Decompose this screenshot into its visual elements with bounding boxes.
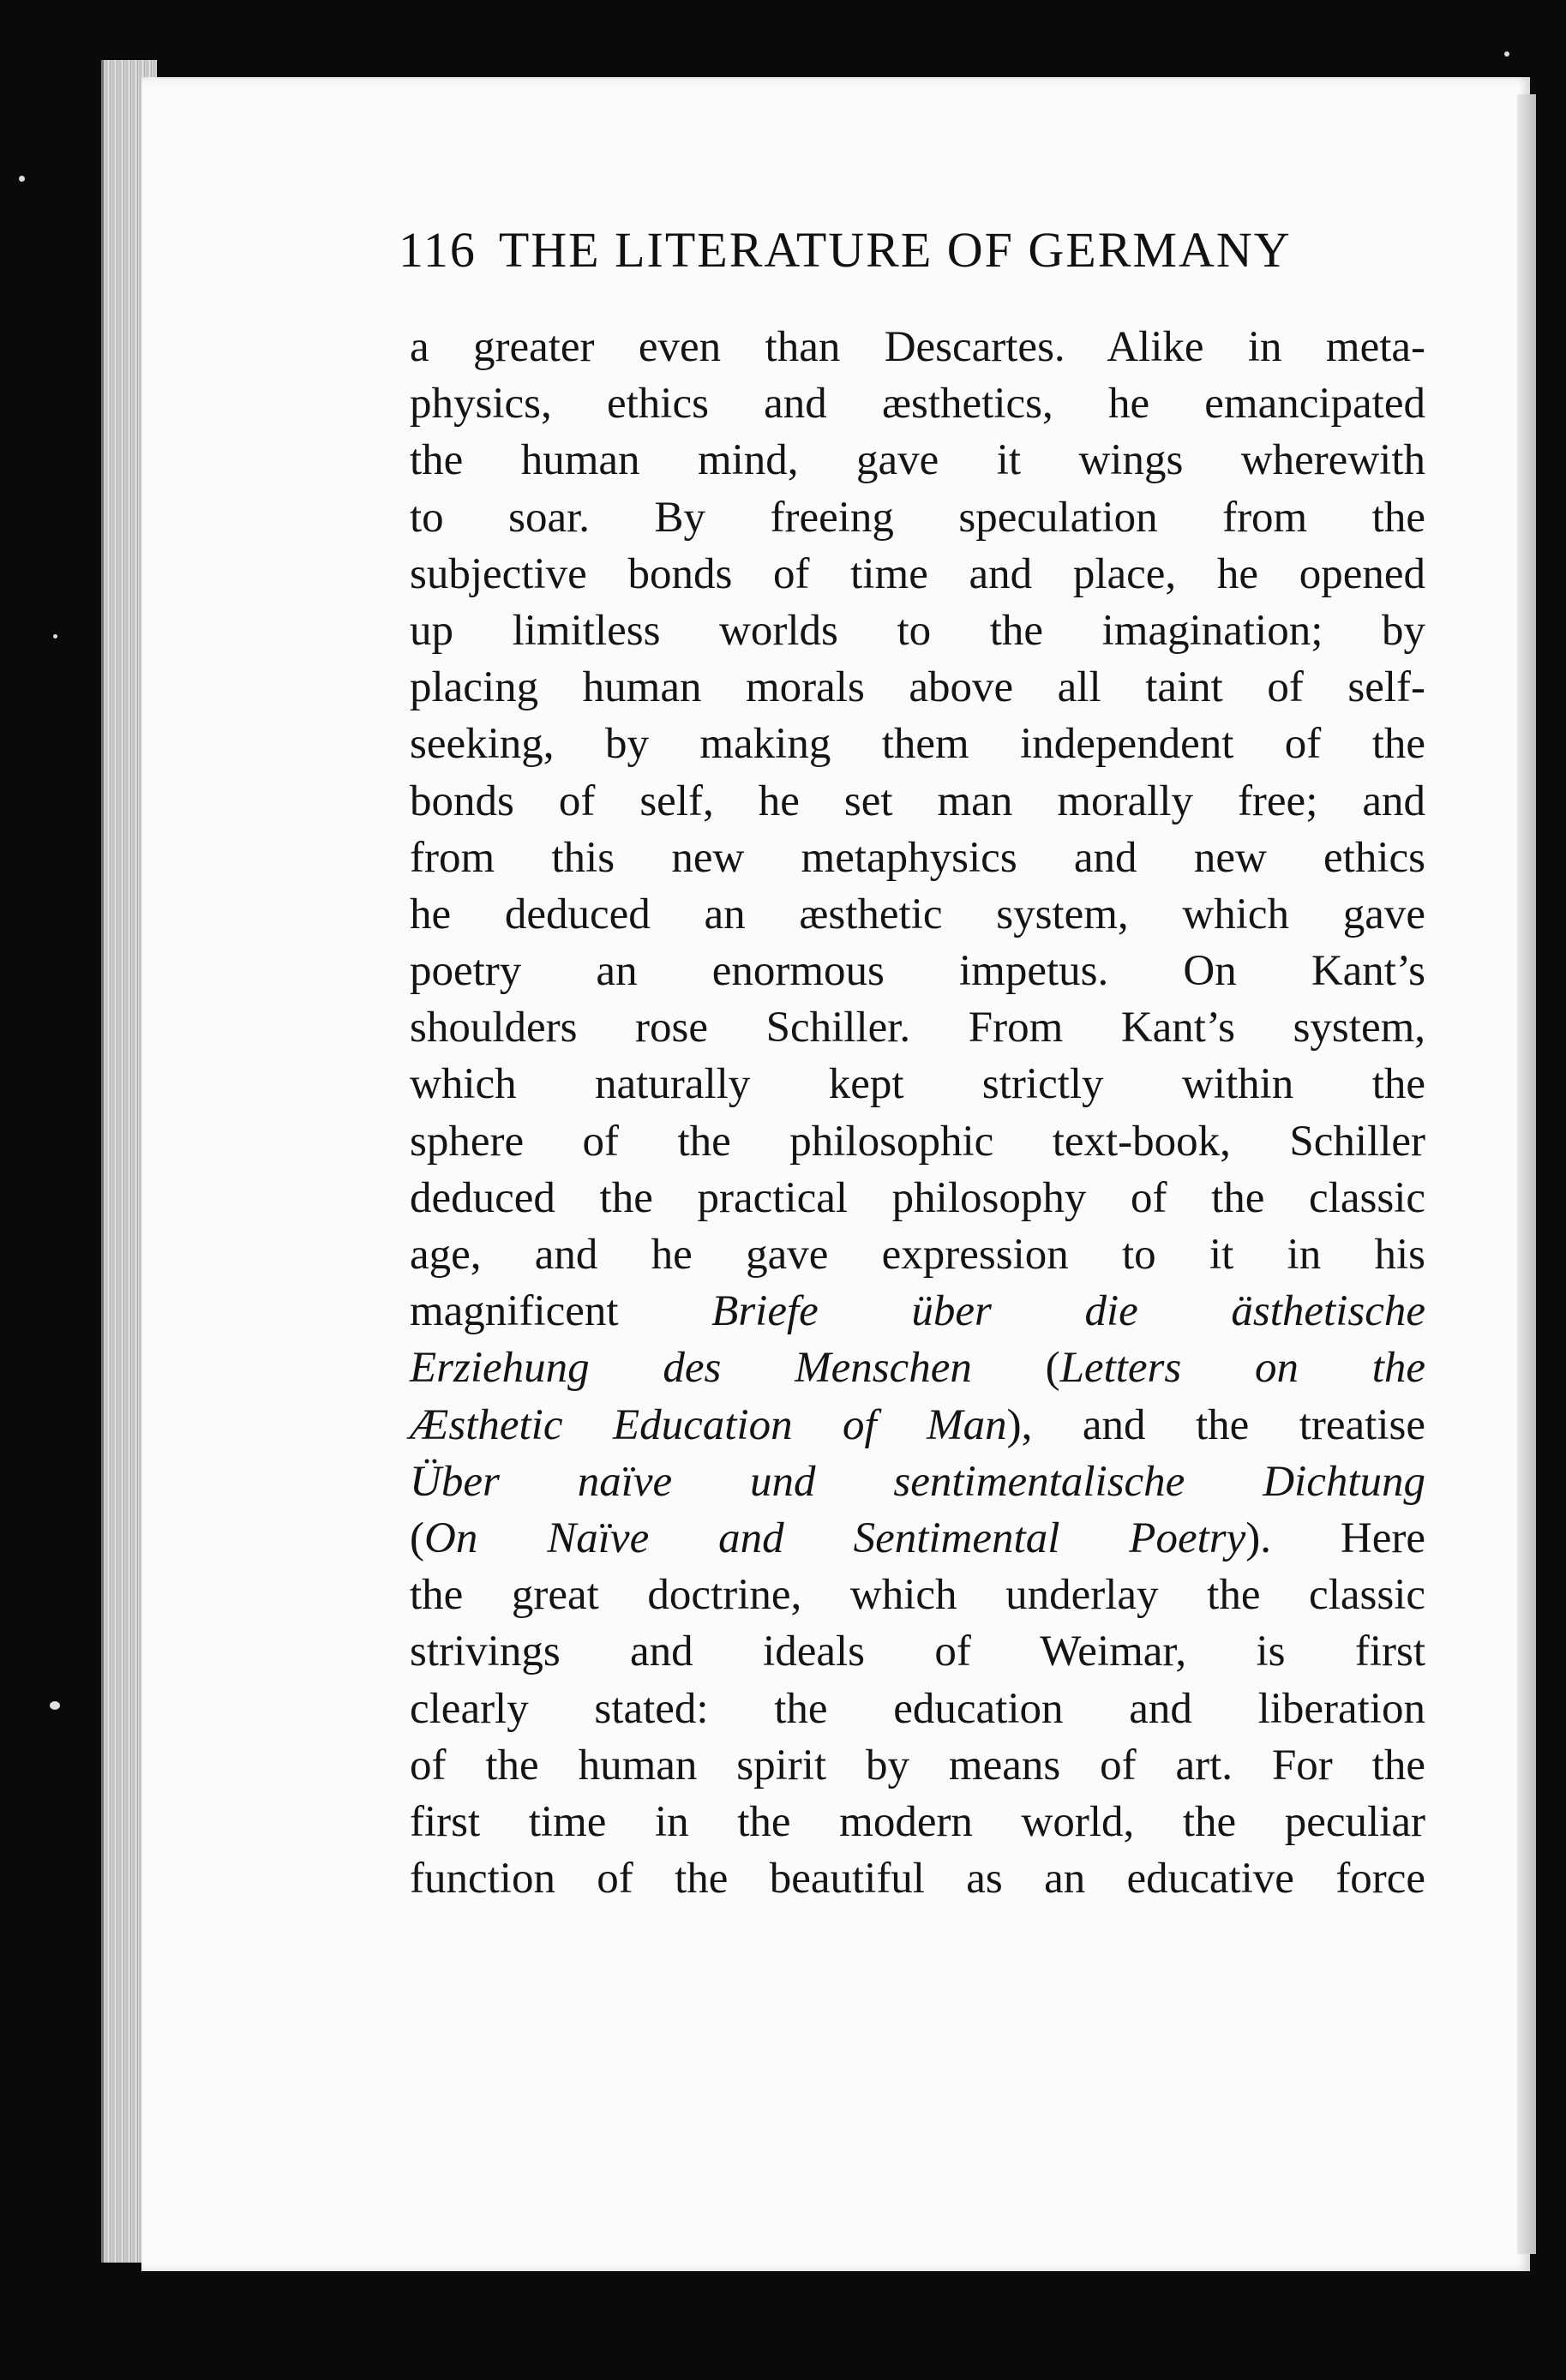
- running-title: THE LITERATURE OF GERMANY: [498, 222, 1292, 278]
- text-run: (: [410, 1514, 424, 1562]
- text-line: [410, 999, 1425, 1056]
- text-run: first time in the modern world, the peculiar: [410, 1797, 1425, 1846]
- italic-text: Briefe über die ästhetische: [711, 1287, 1425, 1336]
- italic-text: Über naïve und sentimentalische Dichtung: [410, 1457, 1425, 1506]
- page-number: 116: [399, 222, 477, 278]
- text-run: bonds of self, he set man morally free; and: [410, 776, 1425, 825]
- text-line: [410, 1850, 1425, 1907]
- dust-speck: [1504, 51, 1509, 57]
- text-run: clearly stated: the education and liberation: [410, 1684, 1425, 1733]
- text-line: [410, 1397, 1425, 1454]
- text-line: [410, 1623, 1425, 1680]
- italic-text: On Naïve and Sentimental Poetry: [423, 1514, 1246, 1562]
- text-line: [410, 1170, 1425, 1226]
- text-run: ). Here: [1245, 1514, 1425, 1562]
- italic-text: Æsthetic Education of Man: [410, 1400, 1007, 1449]
- italic-text: Erziehung des Menschen: [410, 1344, 972, 1393]
- text-run: sphere of the philosophic text-book, Schiller: [410, 1117, 1425, 1166]
- text-line: [410, 375, 1425, 432]
- dust-speck: [50, 1701, 60, 1710]
- text-run: magnificent: [410, 1287, 712, 1336]
- text-line: [410, 659, 1425, 716]
- text-run: from this new metaphysics and new ethics: [410, 833, 1425, 882]
- body-text: [410, 319, 1425, 1907]
- text-line: [410, 1226, 1425, 1283]
- text-line: [410, 432, 1425, 489]
- text-run: which naturally kept strictly within the: [410, 1060, 1425, 1109]
- text-line: [410, 1454, 1425, 1510]
- text-run: physics, ethics and æsthetics, he emancipated: [410, 380, 1425, 429]
- text-line: [410, 546, 1425, 602]
- dust-speck: [19, 176, 25, 182]
- text-line: [410, 1567, 1425, 1623]
- text-line: [410, 602, 1425, 659]
- text-line: [410, 943, 1425, 999]
- text-run: the great doctrine, which underlay the classic: [410, 1571, 1425, 1620]
- page-gutter-shadow: [1517, 94, 1536, 2254]
- text-line: [410, 773, 1425, 830]
- running-header: [399, 221, 1427, 279]
- text-line: [410, 830, 1425, 886]
- text-run: function of the beautiful as an educative force: [410, 1855, 1425, 1903]
- text-line: [410, 1113, 1425, 1170]
- text-run: placing human morals above all taint of self-: [410, 663, 1425, 712]
- dust-speck: [53, 634, 57, 638]
- text-run: ), and the treatise: [1006, 1400, 1425, 1449]
- text-line: [410, 1283, 1425, 1340]
- text-run: to soar. By freeing speculation from the: [410, 493, 1425, 542]
- text-run: seeking, by making them independent of the: [410, 720, 1425, 769]
- text-line: [410, 1510, 1425, 1567]
- text-run: up limitless worlds to the imagination; by: [410, 606, 1425, 655]
- text-run: a greater even than Descartes. Alike in meta-: [410, 323, 1425, 371]
- text-line: [410, 1340, 1425, 1396]
- text-line: [410, 319, 1425, 375]
- text-line: [410, 1681, 1425, 1737]
- text-run: he deduced an æsthetic system, which gave: [410, 890, 1425, 938]
- text-run: poetry an enormous impetus. On Kant’s: [410, 947, 1425, 996]
- text-run: of the human spirit by means of art. For the: [410, 1741, 1425, 1789]
- text-run: (: [971, 1344, 1060, 1393]
- text-run: the human mind, gave it wings wherewith: [410, 436, 1425, 485]
- text-run: deduced the practical philosophy of the classic: [410, 1173, 1425, 1222]
- text-line: [410, 1056, 1425, 1112]
- text-line: [410, 886, 1425, 943]
- text-line: [410, 716, 1425, 772]
- text-run: subjective bonds of time and place, he opened: [410, 549, 1425, 598]
- text-run: shoulders rose Schiller. From Kant’s system,: [410, 1004, 1425, 1052]
- text-line: [410, 489, 1425, 546]
- text-line: [410, 1737, 1425, 1794]
- text-line: [410, 1794, 1425, 1850]
- italic-text: Letters on the: [1059, 1344, 1425, 1393]
- text-run: strivings and ideals of Weimar, is first: [410, 1628, 1425, 1676]
- text-run: age, and he gave expression to it in his: [410, 1231, 1425, 1279]
